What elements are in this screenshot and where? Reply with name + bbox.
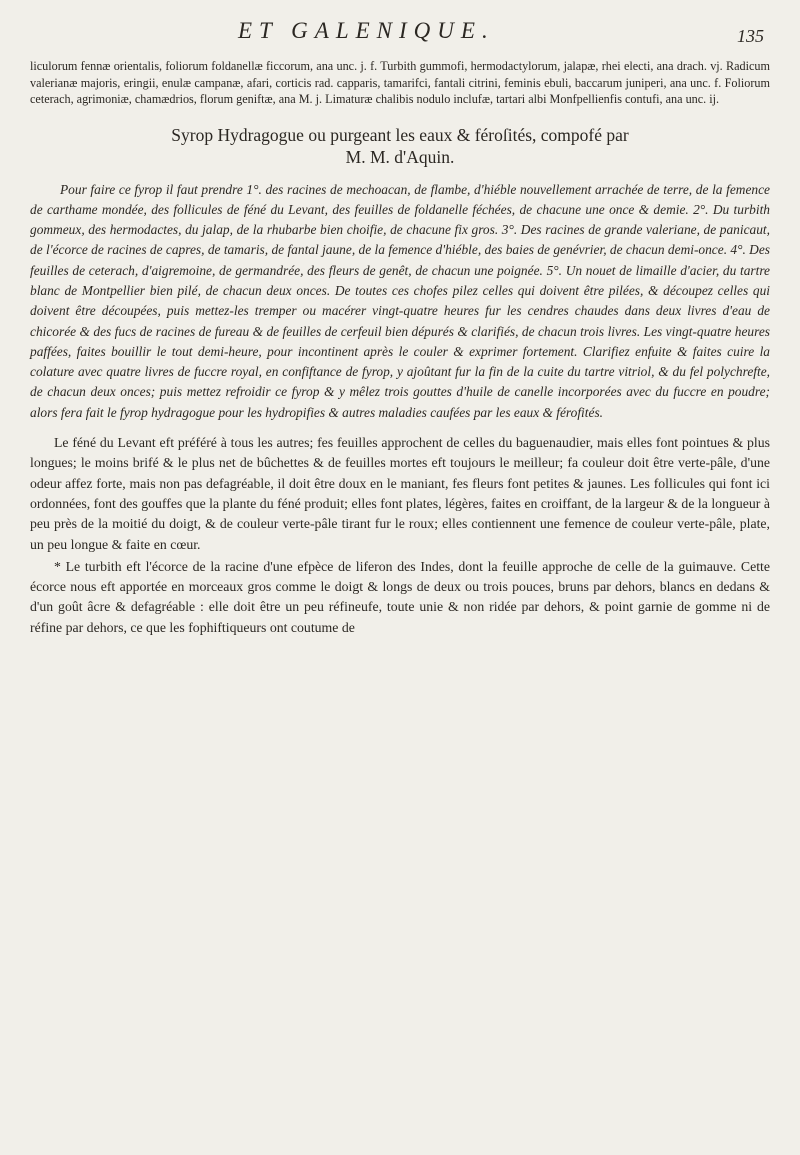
running-title: ET GALENIQUE.	[238, 18, 495, 43]
recipe-block	[30, 180, 770, 424]
section-title	[30, 124, 770, 168]
ingredient-list-block	[30, 58, 770, 108]
notes-block	[30, 433, 770, 638]
intro-paragraph: liculorum fennæ orientalis, foliorum foldanellæ ficcorum, ana unc. j. f. Turbith gummofi, hermodactylorum, jalapæ, rhei electi, ana drach. vj. Radicum valerianæ majoris, eringii, enulæ campanæ, afari, corticis rad. capparis, tamarifci, fantali citrini, feminis ebuli, baccarum juniperi, ana unc. f. Foliorum ceterach, agrimoniæ, chamædrios, florum geniftæ, ana M. j. Limaturæ chalibis nodulo inclufæ, tartari albi Monfpellienfis contufi, ana unc. ij.	[30, 59, 770, 106]
section-title-line-1: Syrop Hydragogue ou purgeant les eaux & féroſités, compofé par	[171, 124, 629, 145]
recipe-paragraph: Pour faire ce fyrop il faut prendre 1°. des racines de mechoacan, de flambe, d'hiéble nouvellement arrachée de terre, de la femence de carthame mondée, des follicules de féné du Levant, des feuilles de foldanelle féchées, de chacune une once & demie. 2°. Du turbith gommeux, des hermodactes, du jalap, de la rhubarbe bien choifie, de chacune fix gros. 3°. Des racines de grande valeriane, de panicaut, de l'écorce de racines de capres, de tamaris, de fantal jaune, de la femence d'hiéble, des baies de genévrier, de chacun demi-once. 4°. Des feuilles de ceterach, d'aigremoine, de germandrée, des fleurs de genêt, de chacun une poignée. 5°. Un nouet de limaille d'acier, du tartre blanc de Montpellier bien pilé, de chacun deux onces. De toutes ces chofes pilez celles qui doivent être pilées, & découpez celles qui doivent être découpées, puis mettez-les tremper ou macérer vingt-quatre heures fur les cendres chaudes dans deux livres d'eau de chicorée & des fucs de racines de fureau & de feuilles de cerfeuil bien dépurés & clarifiés, de chacun trois livres. Les vingt-quatre heures paffées, faites bouillir le tout demi-heure, pour incontinent après le couler & exprimer fortement. Clarifiez enfuite & faites cuire la colature avec quatre livres de fuccre royal, en confiftance de fyrop, y ajoûtant fur la fin de la cuite du tartre vitriol, & du fel polychrefte, de chacun deux onces; puis mettez refroidir ce fyrop & y mêlez trois gouttes d'huile de canelle incorporées avec du fuccre en poudre; alors fera fait le fyrop hydragogue pour les hydropifies & autres maladies caufées par les eaux & férofités.	[30, 181, 770, 420]
page-body	[30, 58, 770, 640]
page-number: 135	[737, 26, 764, 46]
section-title-line-2: M. M. d'Aquin.	[345, 146, 455, 167]
page-header	[0, 14, 800, 50]
note-paragraph-senna: Le féné du Levant eft préféré à tous les autres; fes feuilles approchent de celles du baguenaudier, mais elles font pointues & plus longues; le moins brifé & le plus net de bûchettes & de feuilles mortes eft toujours le meilleur; fa couleur doit être verte-pâle, d'une odeur affez forte, mais non pas defagréable, il doit être doux en le maniant, fes fleurs font petites & jaunes. Les follicules qui font ici ordonnées, font des gouffes que la plante du féné produit; elles font plates, légères, faites en croiffant, de la largeur & de la longueur à peu près de la moitié du doigt, & de couleur verte-pâle tirant fur le roux; elles contiennent une femence de couleur verte-pâle, plate, un peu longue & faite en cœur.	[30, 435, 770, 552]
note-paragraph-turbith: * Le turbith eft l'écorce de la racine d'une efpèce de liferon des Indes, dont la feuille approche de celle de la guimauve. Cette écorce nous eft apportée en morceaux gros comme le doigt & longs de deux ou trois pouces, bruns par dehors, blancs en dedans & d'un goût âcre & defagréable : elle doit être un peu réfineufe, toute unie & non ridée par dehors, & point garnie de gomme ni de réfine par dehors, ce que les fophiftiqueurs ont coutume de	[30, 558, 770, 635]
